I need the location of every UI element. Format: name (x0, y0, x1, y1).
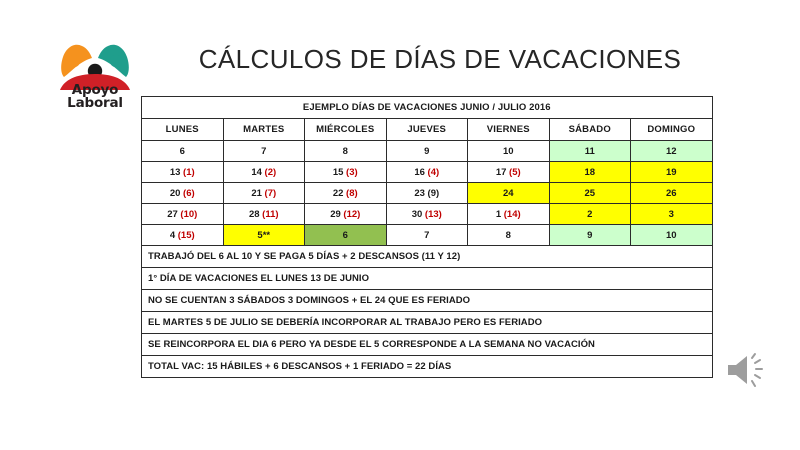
note-text: NO SE CUENTAN 3 SÁBADOS 3 DOMINGOS + EL 24 QUE ES FERIADO (142, 290, 713, 312)
day-number: 17 (495, 166, 507, 178)
note-text: EL MARTES 5 DE JULIO SE DEBERÍA INCORPORAR AL TRABAJO PERO ES FERIADO (142, 312, 713, 334)
vacation-day-counter: (6) (183, 187, 195, 199)
calendar-day-cell[interactable] (142, 225, 224, 246)
note-text: TOTAL VAC: 15 HÁBILES + 6 DESCANSOS + 1 FERIADO = 22 DÍAS (142, 356, 713, 378)
day-header-row (142, 119, 713, 141)
calendar-day-cell[interactable] (549, 162, 631, 183)
day-number: 30 (411, 208, 423, 220)
day-header-martes: MARTES (223, 119, 305, 141)
calendar-day-cell[interactable] (468, 183, 550, 204)
day-number: 2 (587, 208, 593, 220)
calendar-day-cell[interactable] (223, 162, 305, 183)
calendar-day-cell[interactable] (223, 183, 305, 204)
calendar-day-cell[interactable] (305, 141, 387, 162)
day-number: 12 (665, 145, 677, 157)
day-number: 4 (169, 229, 176, 241)
calendar-week-row (142, 225, 713, 246)
note-text: SE REINCORPORA EL DIA 6 PERO YA DESDE EL 5 CORRESPONDE A LA SEMANA NO VACACIÓN (142, 334, 713, 356)
calendar-week-row (142, 162, 713, 183)
calendar-day-cell[interactable] (142, 162, 224, 183)
day-number: 9 (587, 229, 593, 241)
vacation-day-counter: (15) (177, 229, 195, 241)
day-number: 28 (248, 208, 260, 220)
vacation-day-counter: (12) (343, 208, 361, 220)
vacation-day-counter: (1) (183, 166, 195, 178)
day-header-lunes: LUNES (142, 119, 224, 141)
calendar-day-cell[interactable] (305, 204, 387, 225)
day-number: 10 (665, 229, 677, 241)
note-row (142, 246, 713, 268)
day-header-domingo: DOMINGO (631, 119, 713, 141)
calendar-week-row (142, 183, 713, 204)
calendar-day-cell[interactable] (631, 183, 713, 204)
day-number: 11 (584, 145, 595, 157)
calendar-day-cell[interactable] (305, 162, 387, 183)
vacation-day-counter: (8) (346, 187, 358, 199)
day-number: 5** (257, 229, 271, 241)
note-row (142, 268, 713, 290)
day-number: 7 (261, 145, 267, 157)
calendar-day-cell[interactable] (386, 204, 468, 225)
note-row (142, 290, 713, 312)
calendar-day-cell[interactable] (386, 225, 468, 246)
calendar-day-cell[interactable] (223, 141, 305, 162)
day-number: 26 (665, 187, 677, 199)
day-number: 18 (584, 166, 596, 178)
day-number: 27 (167, 208, 178, 220)
day-number: 16 (414, 166, 425, 178)
note-row (142, 356, 713, 378)
day-number: 14 (251, 166, 262, 178)
vacation-day-counter: (10) (180, 208, 198, 220)
calendar-day-cell[interactable] (549, 204, 631, 225)
calendar-day-cell[interactable] (386, 162, 468, 183)
table-caption-row (142, 97, 713, 119)
calendar-day-cell[interactable] (468, 141, 550, 162)
note-text: TRABAJÓ DEL 6 AL 10 Y SE PAGA 5 DÍAS + 2 DESCANSOS (11 Y 12) (142, 246, 713, 268)
calendar-day-cell[interactable] (305, 225, 387, 246)
calendar-day-cell[interactable] (223, 204, 305, 225)
calendar-day-cell[interactable] (386, 183, 468, 204)
day-number: 6 (179, 145, 185, 157)
day-number: 6 (342, 229, 348, 241)
vacation-day-counter: (2) (264, 166, 277, 178)
calendar-day-cell[interactable] (631, 141, 713, 162)
logo-line-1: Apoyo (71, 82, 119, 98)
vacation-day-counter: (11) (262, 208, 279, 220)
table-caption: EJEMPLO DÍAS DE VACACIONES JUNIO / JULIO 2016 (142, 97, 713, 119)
logo-figures-icon (52, 30, 138, 90)
day-number: 8 (505, 229, 511, 241)
day-header-viernes: VIERNES (468, 119, 550, 141)
calendar-day-cell[interactable] (631, 225, 713, 246)
slide-title: CÁLCULOS DE DÍAS DE VACACIONES (198, 44, 682, 74)
calendar-day-cell[interactable] (549, 141, 631, 162)
calendar-day-cell[interactable] (631, 204, 713, 225)
speaker-icon[interactable] (722, 348, 770, 392)
day-number: 21 (251, 187, 262, 199)
day-number: 29 (330, 208, 341, 220)
calendar-day-cell[interactable] (142, 204, 224, 225)
day-number: 24 (502, 187, 514, 199)
calendar-day-cell[interactable] (549, 183, 631, 204)
calendar-day-cell[interactable] (142, 141, 224, 162)
day-number: 15 (332, 166, 344, 178)
day-header-jueves: JUEVES (386, 119, 468, 141)
vacation-day-counter: (3) (346, 166, 358, 178)
calendar-day-cell[interactable] (305, 183, 387, 204)
day-number: 1 (495, 208, 502, 220)
vacation-day-counter: (13) (424, 208, 442, 220)
calendar-day-cell[interactable] (549, 225, 631, 246)
logo-line-2: Laboral (67, 95, 123, 111)
calendar-day-cell[interactable] (142, 183, 224, 204)
day-number: 20 (169, 187, 181, 199)
day-number: 25 (584, 187, 596, 199)
day-number: 8 (342, 145, 348, 157)
day-number: 19 (665, 166, 677, 178)
calendar-day-cell[interactable] (468, 225, 550, 246)
day-number: 9 (424, 145, 430, 157)
calendar-day-cell[interactable] (468, 204, 550, 225)
day-number: 3 (668, 208, 674, 220)
apoyo-laboral-logo (52, 30, 138, 111)
vacation-day-counter: (4) (427, 166, 440, 178)
day-number: 23 (9) (414, 187, 440, 199)
day-header-sábado: SÁBADO (549, 119, 631, 141)
day-header-miércoles: MIÉRCOLES (305, 119, 387, 141)
vacation-calculation-table (141, 96, 713, 378)
logo-wordmark (52, 84, 138, 110)
note-text: 1° DÍA DE VACACIONES EL LUNES 13 DE JUNIO (142, 268, 713, 290)
vacation-day-counter: (14) (503, 208, 521, 220)
day-number: 22 (332, 187, 344, 199)
day-number: 13 (169, 166, 181, 178)
note-row (142, 334, 713, 356)
calendar-week-row (142, 204, 713, 225)
calendar-day-cell[interactable] (468, 162, 550, 183)
calendar-week-row (142, 141, 713, 162)
calendar-day-cell[interactable] (631, 162, 713, 183)
calendar-day-cell[interactable] (223, 225, 305, 246)
calendar-day-cell[interactable] (386, 141, 468, 162)
vacation-day-counter: (7) (264, 187, 277, 199)
day-number: 7 (424, 229, 430, 241)
note-row (142, 312, 713, 334)
vacation-day-counter: (5) (509, 166, 521, 178)
day-number: 10 (502, 145, 514, 157)
